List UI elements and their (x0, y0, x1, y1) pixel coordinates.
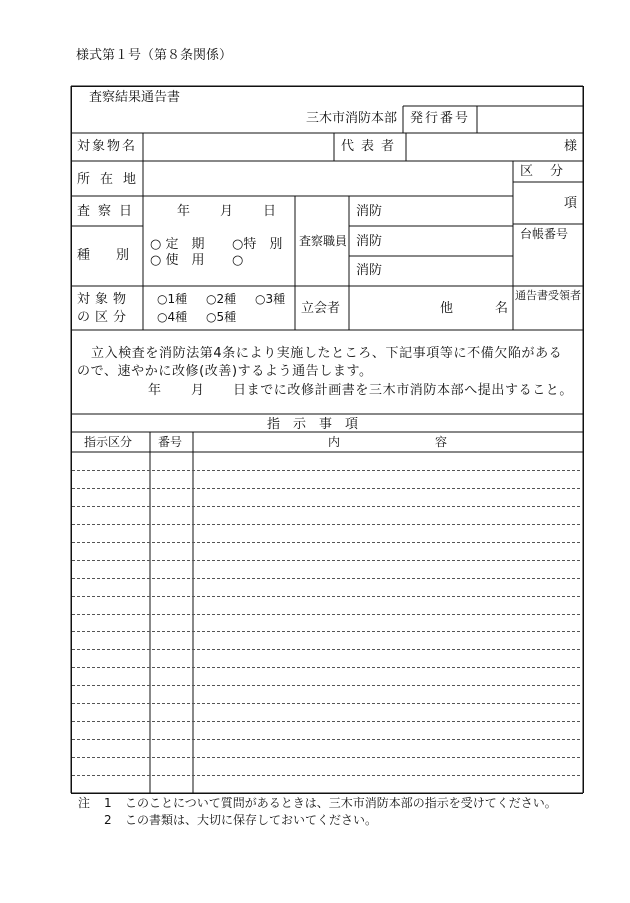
date-day-unit: 日 (263, 204, 277, 219)
note-2-number: 2 (104, 813, 112, 827)
representative-label: 代表者 (341, 139, 402, 154)
col-content-1: 内 (328, 435, 341, 449)
document-title: 査察結果通告書 (89, 90, 181, 105)
receiver-label: 通告書受領者 (515, 289, 581, 302)
note-1-text: このことについて質問があるときは、三木市消防本部の指示を受けてください。 (125, 796, 557, 810)
class-option-5[interactable]: ○5種 (206, 310, 237, 324)
instructions-body-area[interactable] (72, 453, 582, 792)
note-1-number: 1 (104, 796, 112, 810)
ledger-number-label: 台帳番号 (520, 227, 569, 241)
notice-line-1: 立入検査を消防法第4条により実施したところ、下記事項等に不備欠陥がある (91, 346, 563, 361)
issuer-name: 三木市消防本部 (306, 111, 398, 126)
type-option-other[interactable]: ○ (232, 253, 244, 268)
issue-number-field[interactable] (478, 107, 582, 132)
others-label: 他 (440, 301, 454, 316)
class-option-3[interactable]: ○3種 (255, 292, 286, 306)
classification-label: 区 分 (520, 164, 566, 179)
form-number: 様式第１号（第８条関係） (76, 48, 233, 63)
class-label-line1: 対象物 (77, 292, 132, 307)
inspector-2-prefix: 消防 (356, 234, 383, 249)
notice-year-unit: 年 (148, 383, 162, 398)
col-instruction-category: 指示区分 (84, 435, 133, 449)
notice-month-unit: 月 (191, 383, 205, 398)
address-label: 所在地 (77, 172, 147, 187)
type-option-scheduled[interactable]: ○ 定 期 (150, 237, 205, 252)
inspector-label: 査察職員 (299, 234, 348, 248)
col-number: 番号 (158, 435, 183, 449)
persons-label: 名 (495, 301, 509, 316)
date-month-unit: 月 (220, 204, 234, 219)
inspector-3-prefix: 消防 (356, 263, 383, 278)
col-content-2: 容 (435, 435, 448, 449)
class-option-1[interactable]: ○1種 (157, 292, 188, 306)
class-label-line2: の区分 (77, 310, 132, 325)
notice-deadline-text: 日までに改修計画書を三木市消防本部へ提出すること。 (233, 383, 574, 398)
subject-name-field[interactable] (144, 134, 333, 160)
issue-number-label: 発行番号 (410, 111, 471, 126)
inspection-date-label: 査察日 (77, 204, 141, 219)
date-year-unit: 年 (177, 204, 191, 219)
type-option-usage[interactable]: ○ 使 用 (150, 253, 205, 268)
notes-prefix: 注 (78, 796, 91, 810)
representative-field[interactable] (407, 134, 557, 160)
instructions-header: 指 示 事 項 (267, 417, 359, 432)
address-field[interactable] (144, 162, 512, 195)
class-option-4[interactable]: ○4種 (157, 310, 188, 324)
type-option-special[interactable]: ○特 別 (232, 237, 283, 252)
class-option-2[interactable]: ○2種 (206, 292, 237, 306)
subject-name-label: 対象物名 (77, 139, 138, 154)
note-2-text: この書類は、大切に保存しておいてください。 (125, 813, 378, 827)
notice-line-2: ので、速やかに改修(改善)するよう通告します。 (77, 364, 373, 379)
witness-label: 立会者 (301, 301, 341, 316)
type-label: 種別 (77, 248, 156, 263)
inspector-1-prefix: 消防 (356, 204, 383, 219)
item-label: 項 (564, 196, 578, 211)
honorific: 様 (564, 139, 578, 154)
